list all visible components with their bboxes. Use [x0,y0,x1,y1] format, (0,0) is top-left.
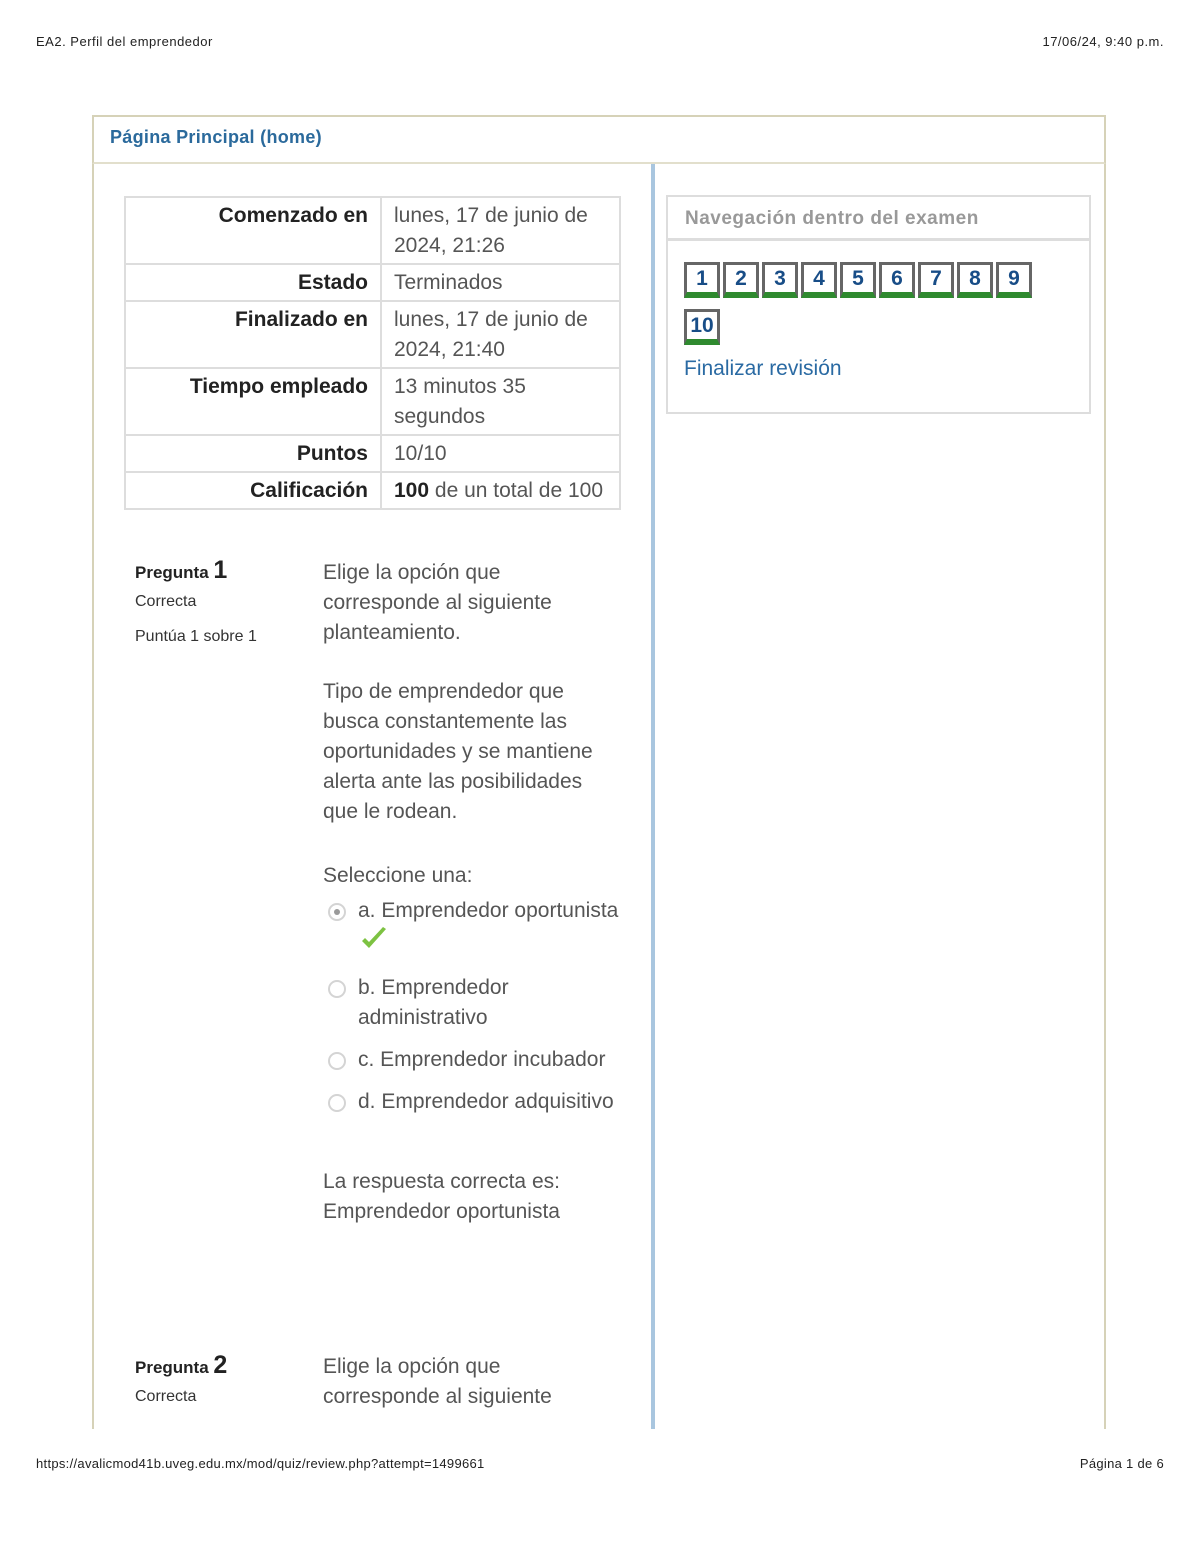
answer-option-label [358,896,623,961]
summary-row-grade [125,472,620,509]
finish-review-link[interactable]: Finalizar revisión [684,357,842,380]
summary-label: Puntos [125,435,381,472]
question-number: 1 [213,556,228,584]
summary-label: Finalizado en [125,301,381,368]
quiz-nav-button-5[interactable]: 5 [840,262,876,298]
summary-value: lunes, 17 de junio de 2024, 21:40 [381,301,620,368]
print-footer-url: https://avalicmod41b.uveg.edu.mx/mod/quiz/review.php?attempt=1499661 [36,1456,485,1471]
question-state: Correcta [135,593,197,610]
summary-row [125,368,620,435]
print-header-datetime: 17/06/24, 9:40 p.m. [1042,34,1164,49]
answer-option-b[interactable] [323,973,623,1033]
answer-option-label: b. Emprendedor administrativo [358,976,509,1029]
question-2-title [135,1351,227,1380]
print-header-title: EA2. Perfil del emprendedor [36,34,213,49]
top-navbar [92,115,1106,164]
radio-icon[interactable] [328,1052,346,1070]
answer-option-a[interactable] [323,896,623,961]
question-label: Pregunta [135,1358,209,1377]
grade-label: Calificación [125,472,381,509]
summary-value: Terminados [381,264,620,301]
answer-option-a-text: a. Emprendedor oportunista [358,899,619,922]
summary-row [125,301,620,368]
question-1-info [135,556,257,646]
quiz-nav-button-6[interactable]: 6 [879,262,915,298]
quiz-nav-button-4[interactable]: 4 [801,262,837,298]
question-1-content [323,558,623,1227]
grade-total: de un total de 100 [434,479,604,502]
answer-option-label: c. Emprendedor incubador [358,1048,606,1071]
quiz-navigation-title: Navegación dentro del examen [668,197,1089,241]
quiz-nav-button-2[interactable]: 2 [723,262,759,298]
correct-check-icon [360,926,388,961]
summary-label: Estado [125,264,381,301]
summary-row [125,264,620,301]
quiz-nav-button-8[interactable]: 8 [957,262,993,298]
grade-value [381,472,620,509]
summary-row [125,197,620,264]
summary-value: 13 minutos 35 segundos [381,368,620,435]
quiz-nav-button-10[interactable]: 10 [684,309,720,345]
answer-option-c[interactable] [323,1045,623,1075]
attempt-summary-table [124,196,621,510]
question-statement: Tipo de emprendedor que busca constantemente las oportunidades y se mantiene alerta ante las posibilidades que le rodean. [323,680,593,823]
quiz-nav-button-1[interactable]: 1 [684,262,720,298]
summary-label: Tiempo empleado [125,368,381,435]
summary-row [125,435,620,472]
question-2-info [135,1351,227,1406]
question-2-content [323,1352,623,1428]
quiz-nav-button-7[interactable]: 7 [918,262,954,298]
grade-score: 100 [394,479,430,502]
home-link[interactable]: Página Principal (home) [110,127,322,147]
summary-value: lunes, 17 de junio de 2024, 21:26 [381,197,620,264]
quiz-nav-buttons [684,262,1079,356]
question-number: 2 [213,1351,228,1379]
quiz-nav-button-9[interactable]: 9 [996,262,1032,298]
question-state: Correcta [135,1388,197,1405]
radio-icon[interactable] [328,1094,346,1112]
question-prompt: Elige la opción que corresponde al siguiente [323,1355,552,1408]
radio-selected-icon[interactable] [328,903,346,921]
question-1-title [135,556,257,585]
question-label: Pregunta [135,563,209,582]
radio-icon[interactable] [328,980,346,998]
answer-option-d[interactable] [323,1087,623,1117]
question-mark: Puntúa 1 sobre 1 [135,628,257,645]
correct-answer-feedback: La respuesta correcta es: Emprendedor oportunista [323,1170,560,1223]
summary-label: Comenzado en [125,197,381,264]
answer-option-label: d. Emprendedor adquisitivo [358,1090,614,1113]
question-prompt: Elige la opción que corresponde al siguiente planteamiento. [323,561,552,644]
answer-options [323,896,623,1117]
quiz-nav-button-3[interactable]: 3 [762,262,798,298]
column-divider [651,164,655,1429]
summary-value: 10/10 [381,435,620,472]
select-label: Seleccione una: [323,864,473,887]
print-footer-page: Página 1 de 6 [1079,1456,1164,1471]
